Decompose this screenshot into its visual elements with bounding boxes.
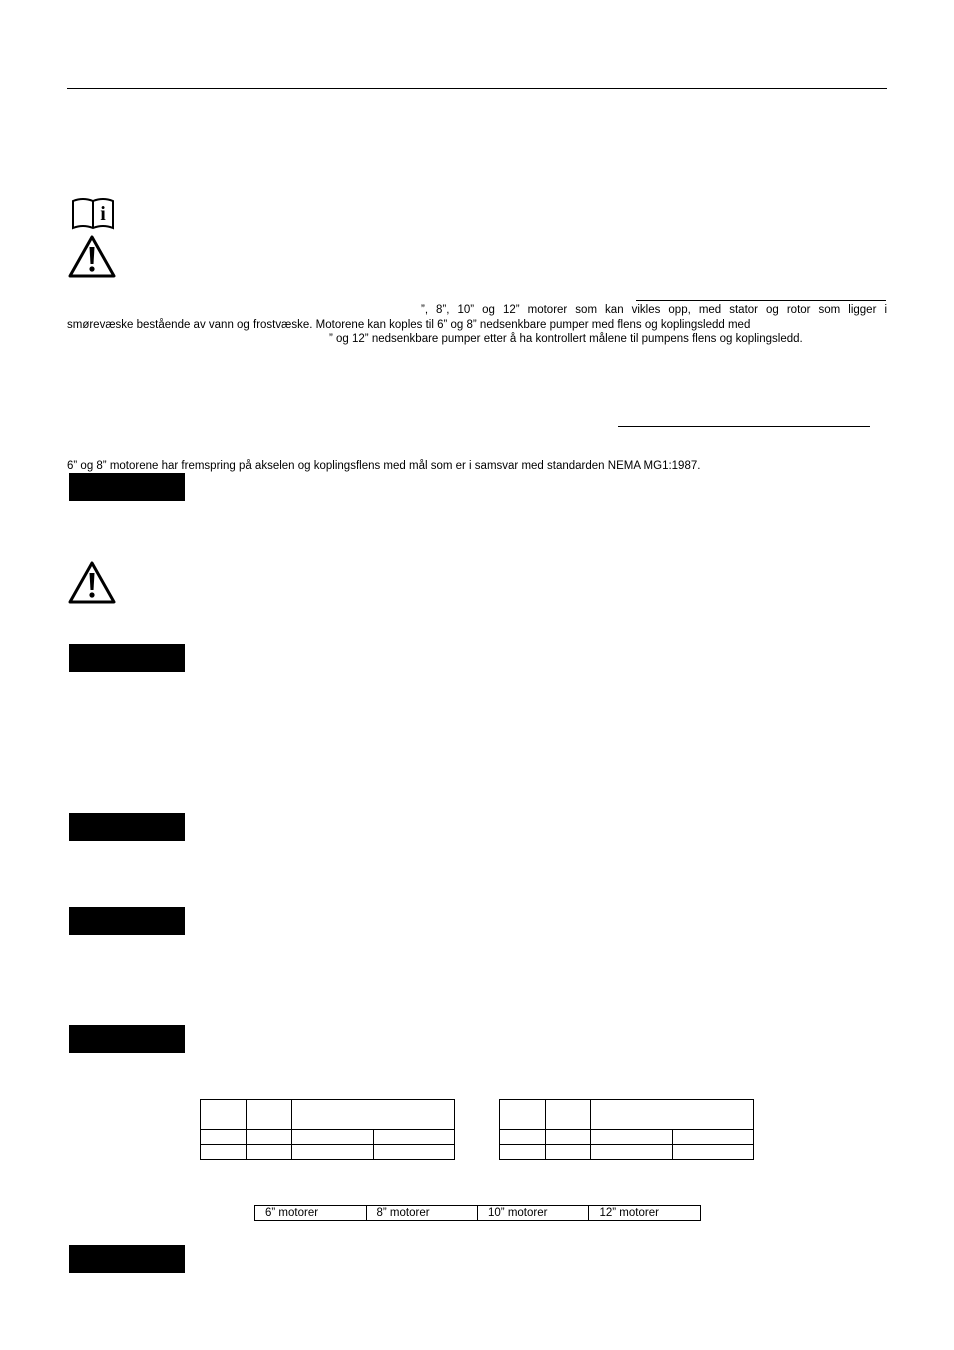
motor-labels-table [254,1205,701,1221]
empty-table-right [499,1099,754,1160]
paragraph-line: smørevæske bestående av vann og frostvæske. Motorene kan koples til 6” og 8” nedsenkbare pumper med flens og koplingsledd med [67,319,751,331]
warning-triangle-icon [67,234,117,279]
section-heading-bar [69,644,185,672]
paragraph-line: ”, 8”, 10” og 12” motorer som kan vikles opp, med stator og rotor som ligger i [421,304,887,316]
section-heading-bar [69,907,185,935]
empty-table-left [200,1099,455,1160]
section-heading-bar [69,473,185,501]
motor-label-cell: 10” motorer [478,1206,589,1221]
paragraph-line: ” og 12” nedsenkbare pumper etter å ha kontrollert målene til pumpens flens og koplingsledd. [329,333,803,345]
motor-label-cell: 6” motorer [255,1206,367,1221]
underline-rule [636,300,886,301]
svg-text:i: i [100,203,106,225]
paragraph-line: 6” og 8” motorene har fremspring på akselen og koplingsflens med mål som er i samsvar med standarden NEMA MG1:1987. [67,460,701,472]
section-heading-bar [69,1025,185,1053]
warning-triangle-icon [67,560,117,605]
section-heading-bar [69,813,185,841]
header-rule [67,88,887,89]
book-info-icon [71,195,115,231]
section-heading-bar [69,1245,185,1273]
motor-label-cell: 8” motorer [366,1206,478,1221]
underline-rule [618,426,870,427]
motor-label-cell: 12” motorer [589,1206,701,1221]
